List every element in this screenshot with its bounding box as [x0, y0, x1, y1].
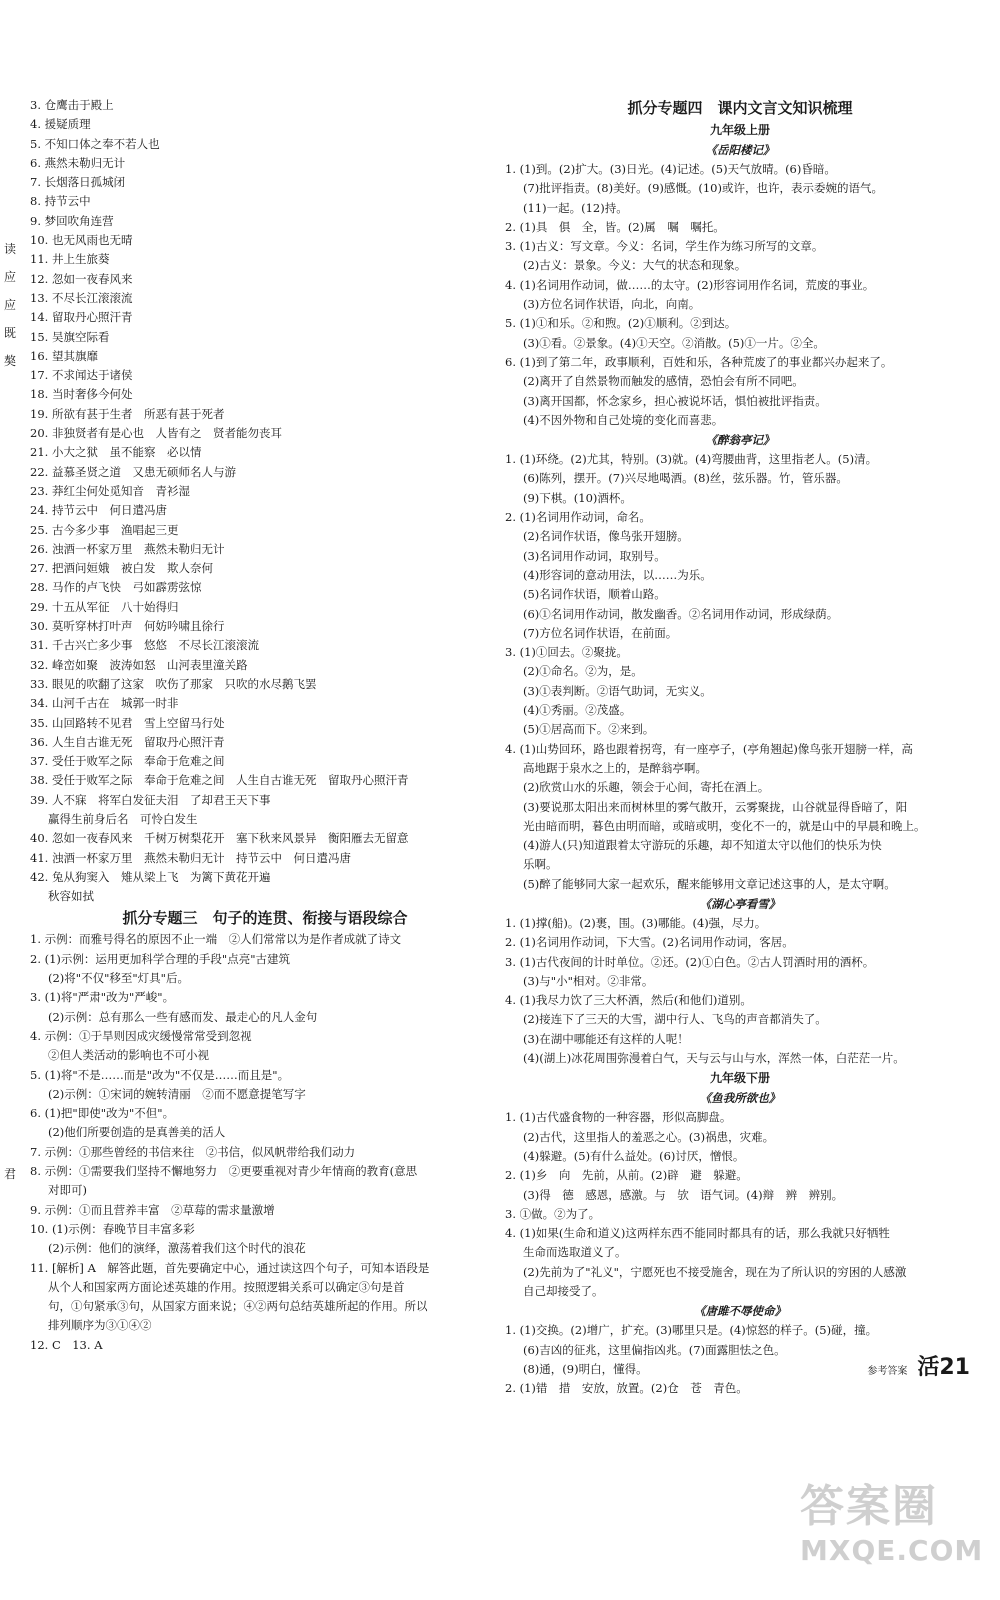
answer-line: 4. (1)山势回环，路也跟着拐弯，有一座亭子，(亭角翘起)像鸟张开翅膀一样，高	[505, 741, 913, 756]
answer-line: 12. C 13. A	[30, 1337, 103, 1352]
answer-line: (4)(湖上)冰花周围弥漫着白气，天与云与山与水，浑然一体，白茫茫一片。	[523, 1051, 905, 1066]
text-title: 《唐雎不辱使命》	[694, 1304, 786, 1319]
answer-line: 41. 浊酒一杯家万里 燕然未勒归无计 持节云中 何日遣冯唐	[30, 850, 351, 865]
answer-line: (4)不因外物和自己处境的变化而喜悲。	[523, 412, 724, 427]
answer-line: 9. 梦回吹角连营	[30, 213, 114, 228]
answer-line: 从个人和国家两方面论述英雄的作用。按照逻辑关系可以确定③句是首	[48, 1279, 405, 1294]
answer-line: 自己却接受了。	[523, 1284, 604, 1299]
answer-line: 15. 吴旗空际看	[30, 329, 110, 344]
answer-line: (2)先前为了"礼义"，宁愿死也不接受施舍，现在为了所认识的穷困的人感激	[523, 1264, 907, 1279]
answer-line: 1. (1)古代盛食物的一种容器，形似高脚盘。	[505, 1110, 732, 1125]
answer-line: 4. 援疑质理	[30, 117, 91, 132]
page-footer	[867, 1350, 970, 1381]
answer-line: (8)通，(9)明白，懂得。	[523, 1361, 648, 1376]
answer-line: (5)醉了能够同大家一起欢乐，醒来能够用文章记述这事的人，是太守啊。	[523, 876, 896, 891]
answer-line: (2)名词作状语，像鸟张开翅膀。	[523, 529, 689, 544]
answer-line: (3)方位名词作状语，向北，向南。	[523, 297, 701, 312]
answer-line: 35. 山回路转不见君 雪上空留马行处	[30, 715, 225, 730]
text-title: 《岳阳楼记》	[705, 143, 775, 157]
margin-note: 君	[4, 1167, 17, 1181]
margin-note: 应	[4, 298, 17, 312]
answer-line: (7)批评指责。(8)美好。(9)感慨。(10)或许，也许，表示委婉的语气。	[523, 181, 883, 196]
answer-line: (2)古代，这里指人的羞恶之心。(3)祸患，灾难。	[523, 1129, 775, 1144]
answer-line: (6)吉凶的征兆，这里偏指凶兆。(7)面露胆怯之色。	[523, 1342, 786, 1357]
answer-line: 1. 示例：而雅号得名的原因不止一端 ②人们常常以为是作者成就了诗文	[30, 932, 402, 947]
answer-line: 20. 非独贤者有是心也 人皆有之 贤者能勿丧耳	[30, 426, 282, 441]
answer-line: (2)示例：他们的演绎，激荡着我们这个时代的浪花	[48, 1241, 306, 1256]
text-title: 《醉翁亭记》	[705, 433, 775, 448]
answer-line: 生命而选取道义了。	[523, 1245, 627, 1260]
watermark-domain: MXQE.COM	[800, 1534, 984, 1567]
answer-line: 对即可)	[48, 1183, 87, 1198]
answer-line: 42. 兔从狗窦入 雉从梁上飞 为篱下黄花开遍	[30, 869, 271, 884]
answer-line: (2)将"不仅"移至"灯具"后。	[48, 971, 189, 986]
answer-line: 40. 忽如一夜春风来 千树万树梨花开 塞下秋来风景异 衡阳雁去无留意	[30, 831, 409, 846]
answer-line: 8. 示例：①需要我们坚持不懈地努力 ②更要重视对青少年情商的教育(意思	[30, 1164, 418, 1179]
answer-line: (3)名词用作动词，取别号。	[523, 548, 666, 563]
answer-line: 11. [解析] A 解答此题，首先要确定中心，通过读这四个句子，可知本语段是	[30, 1260, 430, 1275]
answer-line: 6. (1)把"即使"改为"不但"。	[30, 1106, 175, 1121]
grade-subheading: 九年级下册	[709, 1071, 770, 1086]
footer-label: 参考答案	[867, 1366, 908, 1377]
answer-line: 3. (1)将"严肃"改为"严峻"。	[30, 990, 175, 1005]
answer-line: 22. 益慕圣贤之道 又患无硕师名人与游	[30, 464, 236, 479]
answer-line: 11. 井上生旅葵	[30, 252, 110, 267]
answer-line: 乐啊。	[523, 857, 558, 872]
answer-line: 2. (1)具 俱 全，皆。(2)属 嘱 嘱托。	[505, 219, 725, 234]
answer-line: (4)①秀丽。②茂盛。	[523, 703, 632, 718]
answer-line: 37. 受任于败军之际 奉命于危难之间	[30, 754, 225, 769]
answer-line: (2)古义：景象。今义：大气的状态和现象。	[523, 258, 747, 273]
answer-line: 7. 示例：①那些曾经的书信来往 ②书信，似风帆带给我们动力	[30, 1144, 356, 1159]
answer-line: (2)欣赏山水的乐趣，领会于心间，寄托在酒上。	[523, 780, 770, 795]
answer-line: 排列顺序为③①④②	[48, 1318, 152, 1333]
answer-line: 39. 人不寐 将军白发征夫泪 了却君王天下事	[30, 792, 271, 807]
answer-line: 38. 受任于败军之际 奉命于危难之间 人生自古谁无死 留取丹心照汗青	[30, 773, 409, 788]
watermark-mark: 答案圈	[800, 1481, 938, 1532]
answer-line: 23. 莽红尘何处觅知音 青衫湿	[30, 483, 190, 498]
answer-line: (3)①表判断。②语气助词，无实义。	[523, 683, 712, 698]
answer-line: 33. 眼见的吹翻了这家 吹伤了那家 只吹的水尽鹅飞罢	[30, 676, 317, 691]
answer-line: 26. 浊酒一杯家万里 燕然未勒归无计	[30, 541, 225, 556]
answer-line: (5)名词作状语，顺着山路。	[523, 587, 666, 602]
answer-line: 3. (1)古代夜间的计时单位。②还。(2)①白色。②古人罚酒时用的酒杯。	[505, 954, 875, 969]
answer-line: 8. 持节云中	[30, 194, 91, 209]
answer-line: 6. (1)到了第二年，政事顺利，百姓和乐，各种荒废了的事业都兴办起来了。	[505, 354, 893, 369]
answer-line: 30. 莫听穿林打叶声 何妨吟啸且徐行	[30, 619, 225, 634]
answer-line: (2)离开了自然景物而触发的感情，恐怕会有所不同吧。	[523, 374, 804, 389]
margin-note: 应	[4, 270, 17, 284]
answer-line: (3)与"小"相对。②非常。	[523, 973, 654, 988]
answer-line: 6. 燕然未勒归无计	[30, 155, 126, 170]
answer-line: 3. 仓鹰击于殿上	[30, 98, 114, 112]
margin-note: 读	[4, 242, 17, 256]
answer-line: 10. 也无风雨也无晴	[30, 233, 133, 248]
answer-line: 9. 示例：①而且营养丰富 ②草莓的需求量激增	[30, 1202, 275, 1217]
answer-line: 高地踞于泉水之上的，是醉翁亭啊。	[523, 760, 707, 775]
left-column	[30, 96, 500, 1355]
answer-line: 18. 当时奢侈今何处	[30, 387, 133, 402]
answer-line: 14. 留取丹心照汗青	[30, 310, 133, 325]
text-title: 《湖心亭看雪》	[699, 896, 781, 911]
answer-line: 32. 峰峦如聚 波涛如怒 山河表里潼关路	[30, 657, 248, 672]
section-heading: 抓分专题四 课内文言文知识梳理	[627, 99, 853, 117]
answer-line: (3)得 德 感恩，感激。与 欤 语气词。(4)辩 辨 辨别。	[523, 1187, 844, 1202]
answer-line: 27. 把酒问姮娥 被白发 欺人奈何	[30, 561, 213, 576]
answer-line: (11)一起。(12)持。	[523, 200, 628, 215]
answer-line: 5. (1)将"不是……而是"改为"不仅是……而且是"。	[30, 1067, 290, 1082]
answer-line: 19. 所欲有甚于生者 所恶有甚于死者	[30, 406, 225, 421]
answer-line: (2)接连下了三天的大雪，湖中行人、飞鸟的声音都消失了。	[523, 1012, 827, 1027]
answer-line: 29. 十五从军征 八十始得归	[30, 599, 179, 614]
answer-line: 4. 示例：①于旱则因成灾缓慢常常受到忽视	[30, 1028, 252, 1043]
answer-line: 句，①句紧承③句，从国家方面来说；④②两句总结英雄所起的作用。所以	[48, 1299, 428, 1314]
margin-note: 既	[4, 326, 17, 340]
answer-line: 13. 不尽长江滚滚流	[30, 290, 133, 305]
answer-line: (2)①命名。②为，是。	[523, 664, 643, 679]
answer-line: (3)在湖中哪能还有这样的人呢！	[523, 1031, 689, 1046]
answer-line: (3)要说那太阳出来而树林里的雾气散开，云雾聚拢，山谷就显得昏暗了，阳	[523, 799, 908, 814]
answer-line: (4)躲避。(5)有什么益处。(6)讨厌，憎恨。	[523, 1148, 745, 1163]
answer-line: (7)方位名词作状语，在前面。	[523, 625, 678, 640]
answer-line: 5. (1)①和乐。②和煦。(2)①顺利。②到达。	[505, 316, 737, 331]
answer-line: (6)陈列，摆开。(7)兴尽地喝酒。(8)丝，弦乐器。竹，管乐器。	[523, 471, 848, 486]
answer-line: 5. 不知口体之奉不若人也	[30, 136, 160, 151]
answer-line: (3)离开国都，怀念家乡，担心被说坏话，惧怕被批评指责。	[523, 393, 827, 408]
answer-line: 1. (1)撑(船)。(2)裹，围。(3)哪能。(4)强，尽力。	[505, 915, 767, 930]
page-number: 活21	[917, 1355, 970, 1380]
answer-line: 16. 望其旗靡	[30, 348, 98, 363]
answer-line: 31. 千古兴亡多少事 悠悠 不尽长江滚滚流	[30, 638, 259, 653]
answer-line: 10. (1)示例：春晚节目丰富多彩	[30, 1221, 195, 1236]
answer-line: 秋容如拭	[48, 889, 94, 904]
answer-line: 21. 小大之狱 虽不能察 必以情	[30, 445, 202, 460]
answer-line: 7. 长烟落日孤城闭	[30, 175, 126, 190]
answer-line: 36. 人生自古谁无死 留取丹心照汗青	[30, 734, 225, 749]
answer-line: 光由暗而明，暮色由明而暗，或暗或明，变化不一的，就是山中的早晨和晚上。	[523, 818, 926, 833]
watermark-logo	[800, 1470, 984, 1580]
answer-line: (2)示例：①宋词的婉转清丽 ②而不愿意提笔写字	[48, 1086, 306, 1101]
answer-line: 2. (1)名词用作动词，下大雪。(2)名词用作动词，客居。	[505, 935, 794, 950]
margin-note: 獒	[4, 354, 17, 368]
answer-line: (2)示例：总有那么一些有感而发、最走心的凡人金句	[48, 1009, 318, 1024]
answer-line: 2. (1)示例：运用更加科学合理的手段"点亮"古建筑	[30, 951, 290, 966]
right-column	[505, 96, 975, 1399]
answer-line: 2. (1)乡 向 先前，从前。(2)辟 避 躲避。	[505, 1168, 748, 1183]
answer-line: 1. (1)到。(2)扩大。(3)日光。(4)记述。(5)天气放晴。(6)昏暗。	[505, 162, 836, 176]
answer-line: 3. (1)古义：写文章。今义：名词，学生作为练习所写的文章。	[505, 239, 824, 254]
answer-line: 3. (1)①回去。②聚拢。	[505, 645, 628, 660]
answer-line: (4)形容词的意动用法，以……为乐。	[523, 567, 712, 582]
answer-line: 1. (1)交换。(2)增广，扩充。(3)哪里只是。(4)惊怒的样子。(5)碰，撞。	[505, 1323, 878, 1338]
grade-subheading: 九年级上册	[709, 123, 770, 137]
answer-line: (4)游人(只)知道跟着太守游玩的乐趣，却不知道太守以他们的快乐为快	[523, 838, 882, 853]
answer-line: (6)①名词用作动词，散发幽香。②名词用作动词，形成绿荫。	[523, 606, 839, 621]
answer-line: 28. 马作的卢飞快 弓如霹雳弦惊	[30, 580, 202, 595]
section-heading: 抓分专题三 句子的连贯、衔接与语段综合	[122, 909, 408, 928]
answer-line: 4. (1)名词用作动词，做……的太守。(2)形容词用作名词，荒废的事业。	[505, 277, 875, 292]
answer-line: 17. 不求闻达于诸侯	[30, 368, 133, 383]
answer-line: (3)①看。②景象。(4)①天空。②消散。(5)①一片。②全。	[523, 335, 825, 350]
answer-line: 赢得生前身后名 可怜白发生	[48, 811, 198, 826]
answer-line: (9)下棋。(10)酒杯。	[523, 490, 632, 505]
answer-line: 4. (1)如果(生命和道义)这两样东西不能同时都具有的话，那么我就只好牺牲	[505, 1226, 890, 1241]
text-title: 《鱼我所欲也》	[699, 1091, 781, 1106]
answer-line: 3. ①做。②为了。	[505, 1206, 601, 1221]
answer-line: 2. (1)名词用作动词，命名。	[505, 510, 651, 525]
answer-line: 34. 山河千古在 城郭一时非	[30, 696, 179, 711]
answer-line: ②但人类活动的影响也不可小视	[48, 1048, 209, 1063]
answer-line: 2. (1)错 措 安放，放置。(2)仓 苍 青色。	[505, 1381, 748, 1396]
answer-line: 12. 忽如一夜春风来	[30, 271, 133, 286]
answer-line: 4. (1)我尽力饮了三大杯酒，然后(和他们)道别。	[505, 993, 752, 1008]
answer-line: 25. 古今多少事 渔唱起三更	[30, 522, 179, 537]
answer-line: (2)他们所要创造的是真善美的活人	[48, 1125, 226, 1140]
answer-line: 24. 持节云中 何日遣冯唐	[30, 503, 167, 518]
answer-line: (5)①居高而下。②来到。	[523, 722, 655, 737]
answer-line: 1. (1)环绕。(2)尤其，特别。(3)就。(4)弯腰曲背，这里指老人。(5)清。	[505, 452, 878, 467]
